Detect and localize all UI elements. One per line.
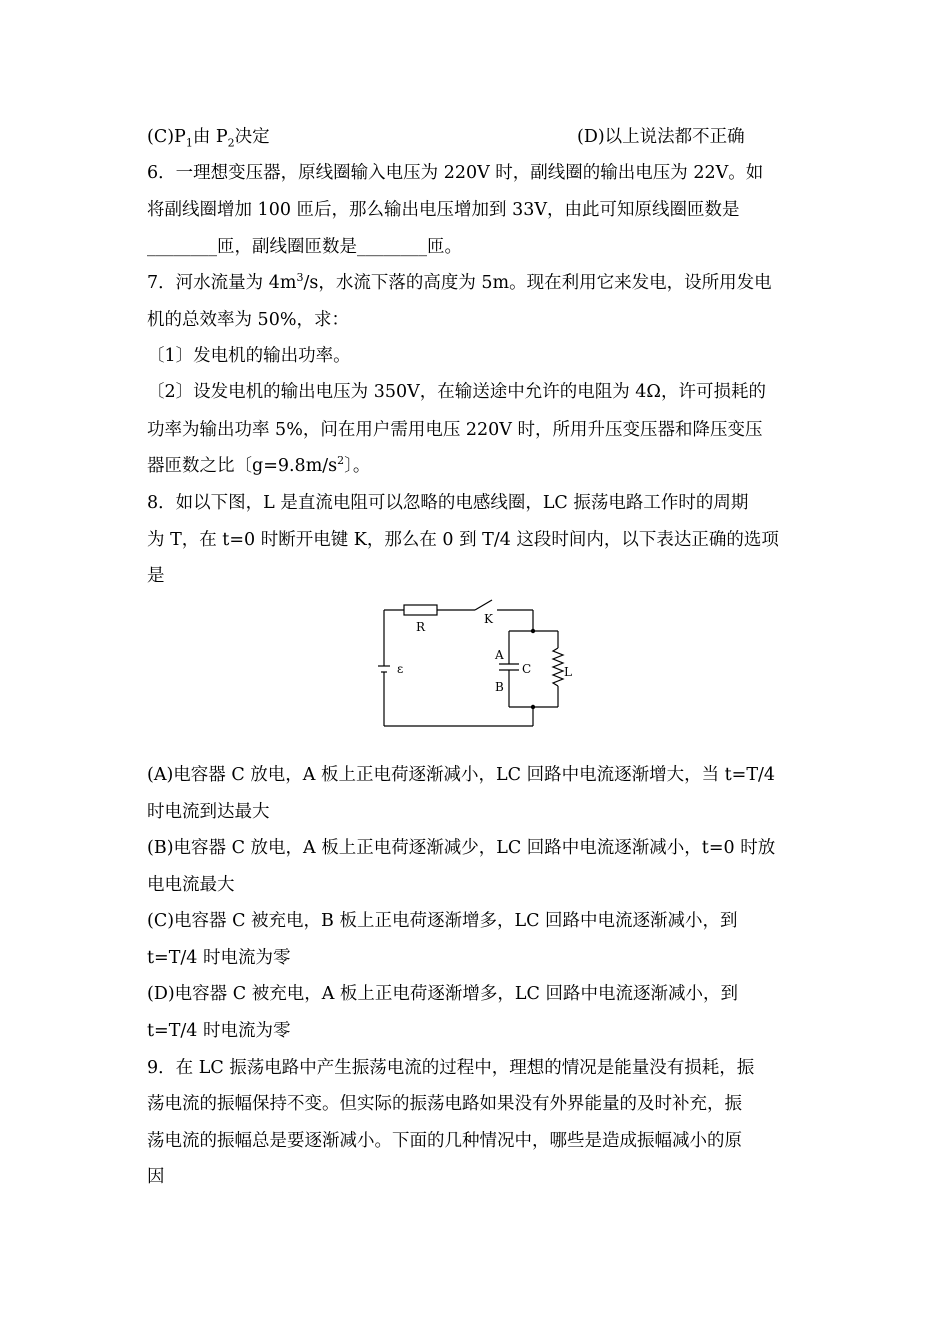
q9-line-1: 9．在 LC 振荡电路中产生振荡电流的过程中，理想的情况是能量没有损耗，振: [147, 1058, 755, 1078]
label-c: C: [522, 662, 532, 676]
q8-option-a-line-2: 时电流到达最大: [147, 802, 270, 822]
q7-line-4: 〔2〕设发电机的输出电压为 350V，在输送途中允许的电阻为 4Ω，许可损耗的: [147, 382, 766, 402]
q6-line-3: ________匝，副线圈匝数是________匝。: [147, 237, 462, 257]
q7-line-2: 机的总效率为 50%，求：: [147, 310, 349, 330]
q8-line-2: 为 T，在 t=0 时断开电键 K，那么在 0 到 T/4 这段时间内，以下表达正确的选项: [147, 530, 779, 550]
label-b: B: [495, 680, 504, 694]
label-a: A: [495, 648, 504, 662]
q8-option-b-line-2: 电电流最大: [147, 875, 235, 895]
q8-option-c-line-2: t=T/4 时电流为零: [147, 948, 291, 968]
switch-k-symbol: [475, 600, 492, 610]
q8-option-a-line-1: (A)电容器 C 放电，A 板上正电荷逐渐减小，LC 回路中电流逐渐增大，当 t=T/4: [147, 765, 776, 785]
q7-line-5: 功率为输出功率 5%，问在用户需用电压 220V 时，所用升压变压器和降压变压: [147, 420, 763, 440]
q9-line-4: 因: [147, 1167, 165, 1187]
lc-circuit-diagram: [375, 596, 575, 734]
resistor-symbol: [404, 605, 437, 615]
q9-line-2: 荡电流的振幅保持不变。但实际的振荡电路如果没有外界能量的及时补充，振: [147, 1094, 742, 1114]
q8-option-c-line-1: (C)电容器 C 被充电，B 板上正电荷逐渐增多，LC 回路中电流逐渐减小，到: [147, 911, 738, 931]
q6-line-2: 将副线圈增加 100 匝后，那么输出电压增加到 33V，由此可知原线圈匝数是: [147, 200, 740, 220]
q8-option-d-line-1: (D)电容器 C 被充电，A 板上正电荷逐渐增多，LC 回路中电流逐渐减小，到: [147, 984, 738, 1004]
label-r: R: [416, 620, 426, 634]
q7-line-1: 7．河水流量为 $4m^3/s$，水流下落的高度为 5m。现在利用它来发电，设所用发电: [147, 271, 772, 293]
q6-line-1: 6．一理想变压器，原线圈输入电压为 220V 时，副线圈的输出电压为 22V。如: [147, 163, 764, 183]
option-c-previous: $(C)P_1$由 $P_2$决定 (D)以上说法都不正确: [147, 127, 745, 150]
bottom-junction-dot: [531, 705, 535, 709]
label-k: K: [484, 612, 493, 626]
label-l: L: [564, 665, 572, 679]
q8-line-3: 是: [147, 566, 165, 586]
q8-option-b-line-1: (B)电容器 C 放电，A 板上正电荷逐渐减少，LC 回路中电流逐渐减小，t=0 时放: [147, 838, 776, 858]
q8-line-1: 8．如以下图，L 是直流电阻可以忽略的电感线圈，LC 振荡电路工作时的周期: [147, 493, 749, 513]
q7-line-6: 器匝数之比〔$g=9.8m/s^2$〕。: [147, 454, 371, 476]
q9-line-3: 荡电流的振幅总是要逐渐减小。下面的几种情况中，哪些是造成振幅减小的原: [147, 1131, 742, 1151]
q7-line-3: 〔1〕发电机的输出功率。: [147, 346, 351, 366]
inductor-symbol: [553, 648, 563, 686]
q8-option-d-line-2: t=T/4 时电流为零: [147, 1021, 291, 1041]
option-d-previous: (D)以上说法都不正确: [577, 127, 745, 147]
top-junction-dot: [531, 629, 535, 633]
label-emf: ε: [397, 662, 404, 676]
